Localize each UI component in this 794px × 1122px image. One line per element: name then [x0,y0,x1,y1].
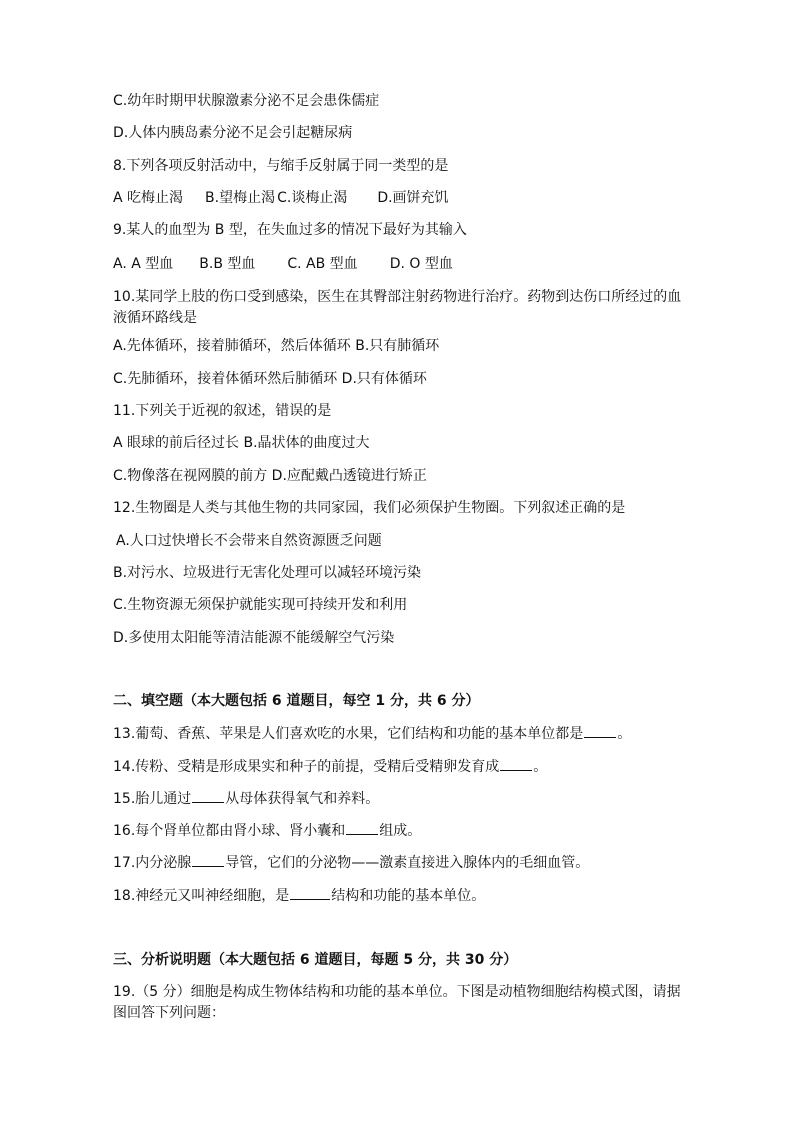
q9-option-d: D. O 型血 [389,256,453,272]
q18-end: 结构和功能的基本单位。 [331,888,486,904]
q9-option-b: B.B 型血 [199,256,256,272]
q9-option-a: A. A 型血 [113,256,174,272]
q12-option-d: D.多使用太阳能等清洁能源不能缓解空气污染 [113,630,395,646]
q15-end: 从母体获得氧气和养料。 [225,791,380,807]
q13-end: 。 [617,726,632,742]
q16-text: 16.每个肾单位都由肾小球、肾小囊和 [113,823,346,839]
q10-options-ab: A.先体循环，接着肺循环，然后体循环 B.只有肺循环 [113,338,440,354]
q13-answer-blank[interactable] [584,723,616,738]
question-9-options [113,253,683,275]
q11-options-cd: C.物像落在视网膜的前方 D.应配戴凸透镜进行矫正 [113,468,427,484]
question-8: 8.下列各项反射活动中，与缩手反射属于同一类型的是 [113,158,449,174]
section-2-heading: 二、填空题（本大题包括 6 道题目，每空 1 分，共 6 分） [113,693,480,709]
q12-option-a: A.人口过快增长不会带来自然资源匮乏问题 [116,533,382,549]
question-9: 9.某人的血型为 B 型，在失血过多的情况下最好为其输入 [113,222,467,238]
q7-option-c: C.幼年时期甲状腺激素分泌不足会患侏儒症 [113,93,380,109]
question-8-options [113,187,683,209]
question-15 [113,788,683,810]
q18-text: 18.神经元又叫神经细胞，是 [113,888,290,904]
q14-answer-blank[interactable] [500,756,532,771]
q18-answer-blank[interactable] [290,885,330,900]
q10-options-cd: C.先肺循环，接着体循环然后肺循环 D.只有体循环 [113,371,427,387]
question-18 [113,885,683,907]
q8-option-b: B.望梅止渴 [205,190,276,206]
question-12: 12.生物圈是人类与其他生物的共同家园，我们必须保护生物圈。下列叙述正确的是 [113,500,626,516]
question-17 [113,852,683,874]
question-14 [113,756,683,778]
q17-end: 导管，它们的分泌物——激素直接进入腺体内的毛细血管。 [225,855,590,871]
q8-option-d: D.画饼充饥 [377,190,449,206]
q9-option-c: C. AB 型血 [287,256,358,272]
q13-text: 13.葡萄、香蕉、苹果是人们喜欢吃的水果，它们结构和功能的基本单位都是 [113,726,584,742]
section-3-heading: 三、分析说明题（本大题包括 6 道题目，每题 5 分，共 30 分） [113,952,518,968]
q17-answer-blank[interactable] [192,852,224,867]
question-13 [113,723,683,745]
q15-answer-blank[interactable] [192,788,224,803]
q16-answer-blank[interactable] [346,820,378,835]
question-11: 11.下列关于近视的叙述，错误的是 [113,403,332,419]
q7-option-d: D.人体内胰岛素分泌不足会引起糖尿病 [113,125,353,141]
q14-text: 14.传粉、受精是形成果实和种子的前提，受精后受精卵发育成 [113,759,500,775]
question-16 [113,820,683,842]
q12-option-c: C.生物资源无须保护就能实现可持续开发和利用 [113,597,408,613]
q11-options-ab: A 眼球的前后径过长 B.晶状体的曲度过大 [113,435,370,451]
q8-option-a: A 吃梅止渴 [113,190,184,206]
q16-end: 组成。 [379,823,422,839]
q8-option-c: C.谈梅止渴 [277,190,348,206]
question-10: 10.某同学上肢的伤口受到感染，医生在其臀部注射药物进行治疗。药物到达伤口所经过的血液循环路线是 [113,289,682,326]
question-19: 19.（5 分）细胞是构成生物体结构和功能的基本单位。下图是动植物细胞结构模式图，请据图回答下列问题： [113,984,681,1021]
q17-text: 17.内分泌腺 [113,855,192,871]
q12-option-b: B.对污水、垃圾进行无害化处理可以减轻环境污染 [113,565,422,581]
q15-text: 15.胎儿通过 [113,791,192,807]
q14-end: 。 [533,759,548,775]
